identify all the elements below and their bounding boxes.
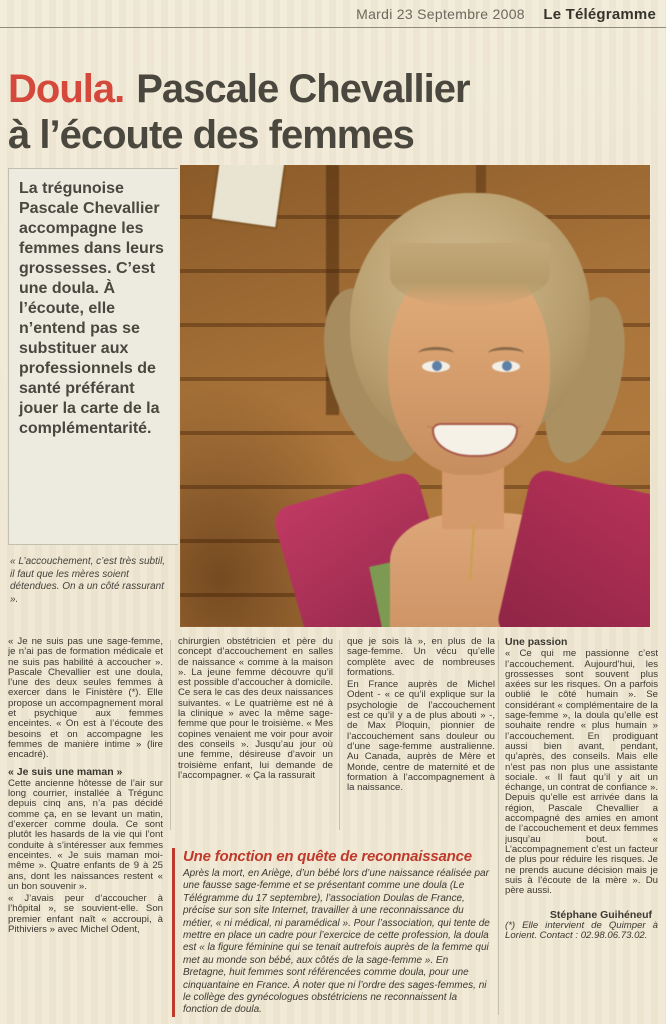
sidebar-box <box>172 848 490 1017</box>
body-column-4 <box>505 637 658 1024</box>
crosshead-une-passion: Une passion <box>505 637 568 648</box>
photo-caption: « L’accouchement, c’est très subtil, il faut que les mères soient détendues. On a un côté rassurant ». <box>10 556 166 605</box>
body-column-2 <box>178 637 333 837</box>
headline-line-1 <box>8 66 658 112</box>
portrait-eyebrow <box>488 347 524 360</box>
paragraph: chirurgien obstétricien et père du concept d’accouchement en salles de naissance « comme à la maison ». La jeune femme découvre qu’il est possible d’accoucher à domicile. Ce sera le cas des deux naissances suivantes. « Le quatrième est né à la clinique » avec la même sage-femme que pour le troisième. « Mes copines venaient me voir pour avoir des conseils ». Jusqu’au jour où une femme, désireuse d’avoir un troisième enfant, lui demande de l’accompagner. « Ça la rassurait <box>178 637 333 781</box>
column-rule <box>339 640 340 830</box>
portrait-scarf <box>495 467 650 627</box>
column-rule <box>170 640 171 830</box>
portrait-iris <box>432 361 442 371</box>
headline-rest: Pascale Chevallier <box>136 67 470 111</box>
portrait-iris <box>502 361 512 371</box>
sidebar-box-title: Une fonction en quête de reconnaissance <box>183 848 472 865</box>
crosshead-je-suis-une-maman: « Je suis une maman » <box>8 765 123 778</box>
masthead-divider <box>0 27 666 28</box>
column-rule <box>498 640 499 1015</box>
paragraph: « Ce qui me passionne c’est l’accouchement. Aujourd’hui, les grossesses sont souvent plus axées sur les risques. On a parfois oublié le côté humain ». Se considérant « complémentaire de la sage-femme », la doula qu’elle est souhaite rendre « plus humain » l’accouchement. En prodiguant aussi bien avant, pendant, qu’après, des conseils. Mais elle n’est pas non plus une assistante sociale. « Il faut qu’il y ait un échange, un contrat de confiance ». Depuis qu’elle est arrivée dans la région, Pascale Chevallier a accompagné des amies en amont de l’accouchement et deux femmes jusqu’au bout. « L’accompagnement c’est un facteur de plus pour réduire les risques. Je ne prends aucune décision mais je suis à l’écoute de la mère ». Du père aussi. <box>505 648 658 897</box>
headline-kicker: Doula. <box>8 67 125 111</box>
background-poster <box>212 165 284 227</box>
portrait-eyebrow <box>418 347 454 360</box>
paragraph: En France auprès de Michel Odent - « ce qu’il explique sur la psychologie de l’accouchement est ce qu’il y a de plus abouti » -, de Max Ploquin, pionnier de l’accouchement sans douleur ou d’une sage-femme australienne. Au Canada, auprès de Mère et Monde, centre de maternité et de formation à l’accompagnement à la naissance. <box>347 679 495 794</box>
headline-line-2: à l’écoute des femmes <box>8 113 414 157</box>
standfirst-text: La trégunoise Pascale Chevallier accompagne les femmes dans leurs grossesses. C’est une doula. À l’écoute, elle n’entend pas se substituer aux professionnels de santé préférant jouer la carte de la complémentarité. <box>19 180 164 437</box>
paragraph: que je sois là », en plus de la sage-femme. Un vécu qu’elle complète avec de nombreuses formations. <box>347 637 495 678</box>
standfirst-box <box>8 168 178 545</box>
paragraph: Cette ancienne hôtesse de l’air sur long courrier, installée à Trégunc depuis cinq ans, n’a pas décidé comme ça, en se levant un matin, d’exercer comme doula. Ce sont plutôt les hasards de la vie qui l’ont conduite à s’intéresser aux femmes enceintes. « Je suis maman moi-même ». Quatre enfants de 9 à 25 ans, dont les naissances restent « un bon souvenir ». <box>8 777 163 892</box>
photo-illustration <box>180 165 650 627</box>
edition-date: Mardi 23 Septembre 2008 <box>356 6 525 22</box>
paragraph: « Je ne suis pas une sage-femme, je n’ai pas de formation médicale et ne suis pas habilité à accoucher ». Pascale Chevallier est une doula, l’une des deux seules femmes à exercer dans le Finistère (*). Elle propose un accompagnement moral et psychique aux femmes enceintes. « On est à l’écoute des besoins et on accompagne les femmes de manière intime » (lire encadré). <box>8 637 163 761</box>
newspaper-title: Le Télégramme <box>543 6 656 23</box>
article-photo <box>180 165 650 627</box>
article-headline <box>8 66 658 158</box>
footnote: (*) Elle intervient de Quimper à Lorient. Contact : 02.98.06.73.02. <box>505 919 658 942</box>
masthead <box>356 6 656 24</box>
paragraph: « J’avais peur d’accoucher à l’hôpital », se souvient-elle. Son premier enfant naît « accroupi, à Pithiviers » avec Michel Odent, <box>8 893 163 936</box>
body-column-3 <box>347 637 495 837</box>
sidebar-box-text: Après la mort, en Ariège, d’un bébé lors d’une naissance réalisée par une fausse sage-femme et se présentant comme une doula (Le Télégramme du 17 septembre), l’association Doulas de France, précise sur son site Internet, travailler à une reconnaissance du métier, « ni médical, ni paramédical ». Pour l’association, qui tente de mettre en place un cadre pour l’exercice de cette profession, la doula est « la figure féminine qui se tenait autrefois auprès de la femme qui met au monde son bébé, aux côtés de la sage-femme ». En Bretagne, huit femmes sont référencées comme doula, pour une cinquantaine en France. À noter que ni l’ordre des sages-femmes, ni le collège des gynécologues obstétriciens ne reconnaissent la fonction de doula. <box>183 868 490 1016</box>
byline: Stéphane Guihéneuf <box>549 909 652 922</box>
body-column-1 <box>8 637 163 1024</box>
